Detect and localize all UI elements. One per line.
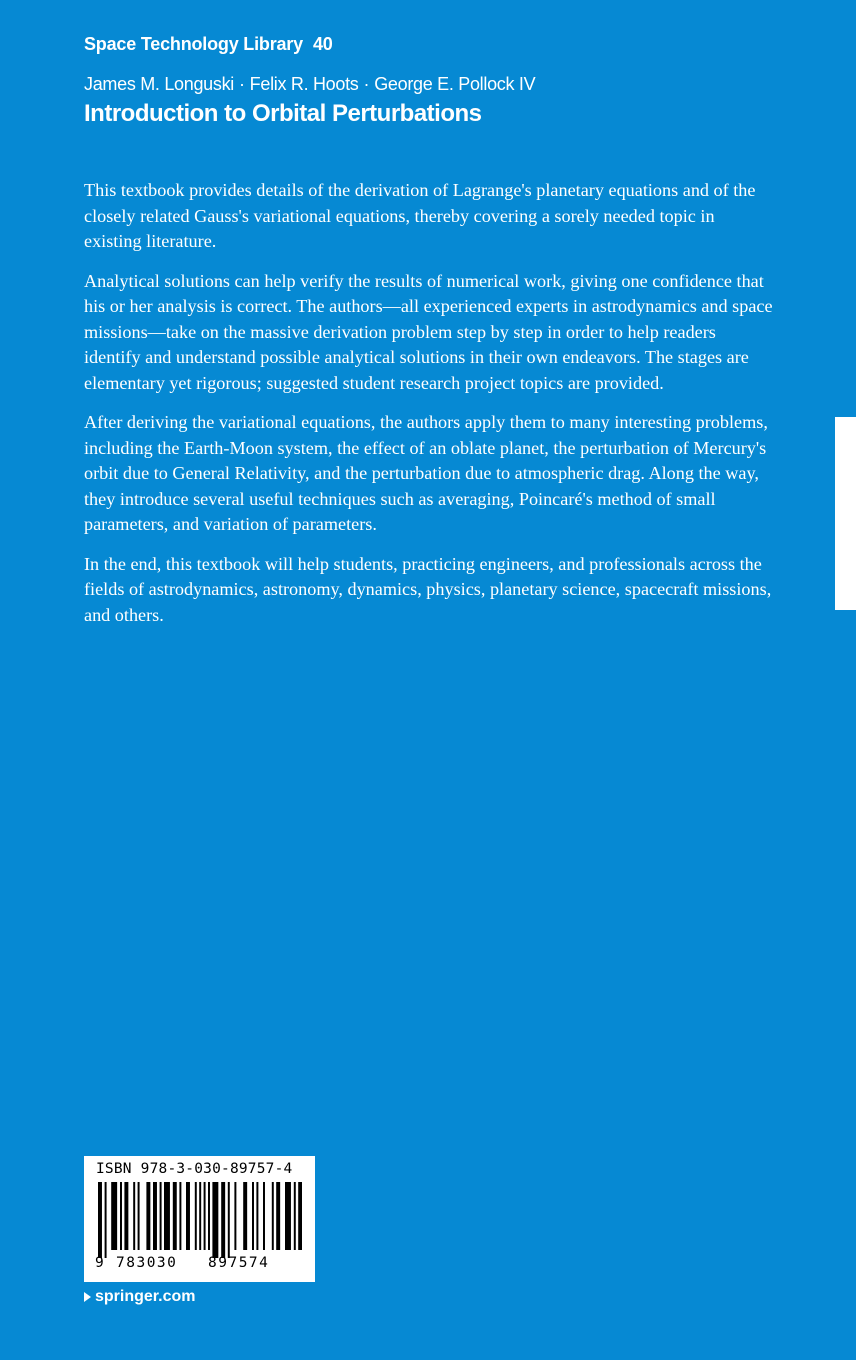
author-separator-2: · (363, 74, 370, 94)
author-3: George E. Pollock IV (374, 74, 536, 94)
barcode-bar (228, 1182, 230, 1258)
barcode-bar (256, 1182, 258, 1250)
barcode-first-digit: 9 (95, 1255, 104, 1271)
barcode-bar (133, 1182, 135, 1250)
barcode-bar (179, 1182, 181, 1250)
barcode-bar (276, 1182, 280, 1250)
barcode-icon (98, 1182, 302, 1258)
barcode-bar (124, 1182, 128, 1250)
author-line (84, 74, 535, 95)
barcode-bar (195, 1182, 197, 1250)
barcode-bar (164, 1182, 170, 1250)
barcode-bar (263, 1182, 265, 1250)
barcode-bar (120, 1182, 122, 1250)
series-name: Space Technology Library (84, 34, 303, 54)
series-number: 40 (312, 34, 333, 54)
barcode-bar (98, 1182, 102, 1258)
barcode-bar (153, 1182, 157, 1250)
blurb-paragraph-2: Analytical solutions can help verify the results of numerical work, giving one confidence that his or her analysis is correct. The authors—all experienced experts in astrodynamics and space missions—take on the massive derivation problem step by step in order to help readers identify and understand possible analytical solutions in their own endeavors. The stages are elementary yet rigorous; suggested student research project topics are provided. (84, 270, 773, 393)
book-title: Introduction to Orbital Perturbations (84, 100, 482, 127)
website-link[interactable] (84, 1288, 195, 1306)
website-text: springer.com (95, 1288, 196, 1305)
blurb (84, 178, 776, 642)
barcode-bar (105, 1182, 107, 1258)
blurb-paragraph-1: This textbook provides details of the derivation of Lagrange's planetary equations and of the closely related Gauss's variational equations, thereby covering a sorely needed topic in existing literature. (84, 180, 756, 251)
blurb-paragraph-3: After deriving the variational equations, the authors apply them to many interesting problems, including the Earth-Moon system, the effect of an oblate planet, the perturbation of Mercury's orbit due to General Relativity, and the perturbation due to atmospheric drag. Along the way, they introduce several useful techniques such as averaging, Poincaré's method of small parameters, and variation of parameters. (84, 412, 768, 534)
author-1: James M. Longuski (84, 74, 234, 94)
barcode-bar (186, 1182, 190, 1250)
barcode-bar (298, 1182, 302, 1250)
barcode-bar (160, 1182, 162, 1250)
author-2: Felix R. Hoots (249, 74, 359, 94)
barcode-bar (173, 1182, 177, 1250)
barcode-bar (199, 1182, 201, 1250)
barcode-bar (252, 1182, 254, 1250)
blurb-paragraph-4: In the end, this textbook will help students, practicing engineers, and professionals across the fields of astrodynamics, astronomy, dynamics, physics, planetary science, spacecraft missions, and others. (84, 553, 772, 625)
series-line (84, 34, 333, 55)
spine-tab (835, 417, 856, 610)
barcode-bar (294, 1182, 296, 1250)
barcode-bar (285, 1182, 291, 1250)
isbn-label: ISBN 978-3-030-89757-4 (96, 1161, 293, 1177)
barcode-bar (146, 1182, 150, 1250)
barcode-left-digits: 783030 (116, 1255, 178, 1271)
barcode-bar (111, 1182, 117, 1250)
barcode-bar (208, 1182, 210, 1250)
barcode-box (84, 1156, 315, 1282)
barcode-bar (138, 1182, 140, 1250)
barcode-bar (221, 1182, 225, 1258)
barcode-bar (212, 1182, 218, 1258)
barcode-bar (243, 1182, 247, 1250)
barcode-bar (204, 1182, 206, 1250)
barcode-right-digits: 897574 (208, 1255, 270, 1271)
barcode-bar (234, 1182, 236, 1250)
author-separator-1: · (238, 74, 245, 94)
arrow-right-icon (84, 1292, 91, 1302)
barcode-bar (272, 1182, 274, 1250)
